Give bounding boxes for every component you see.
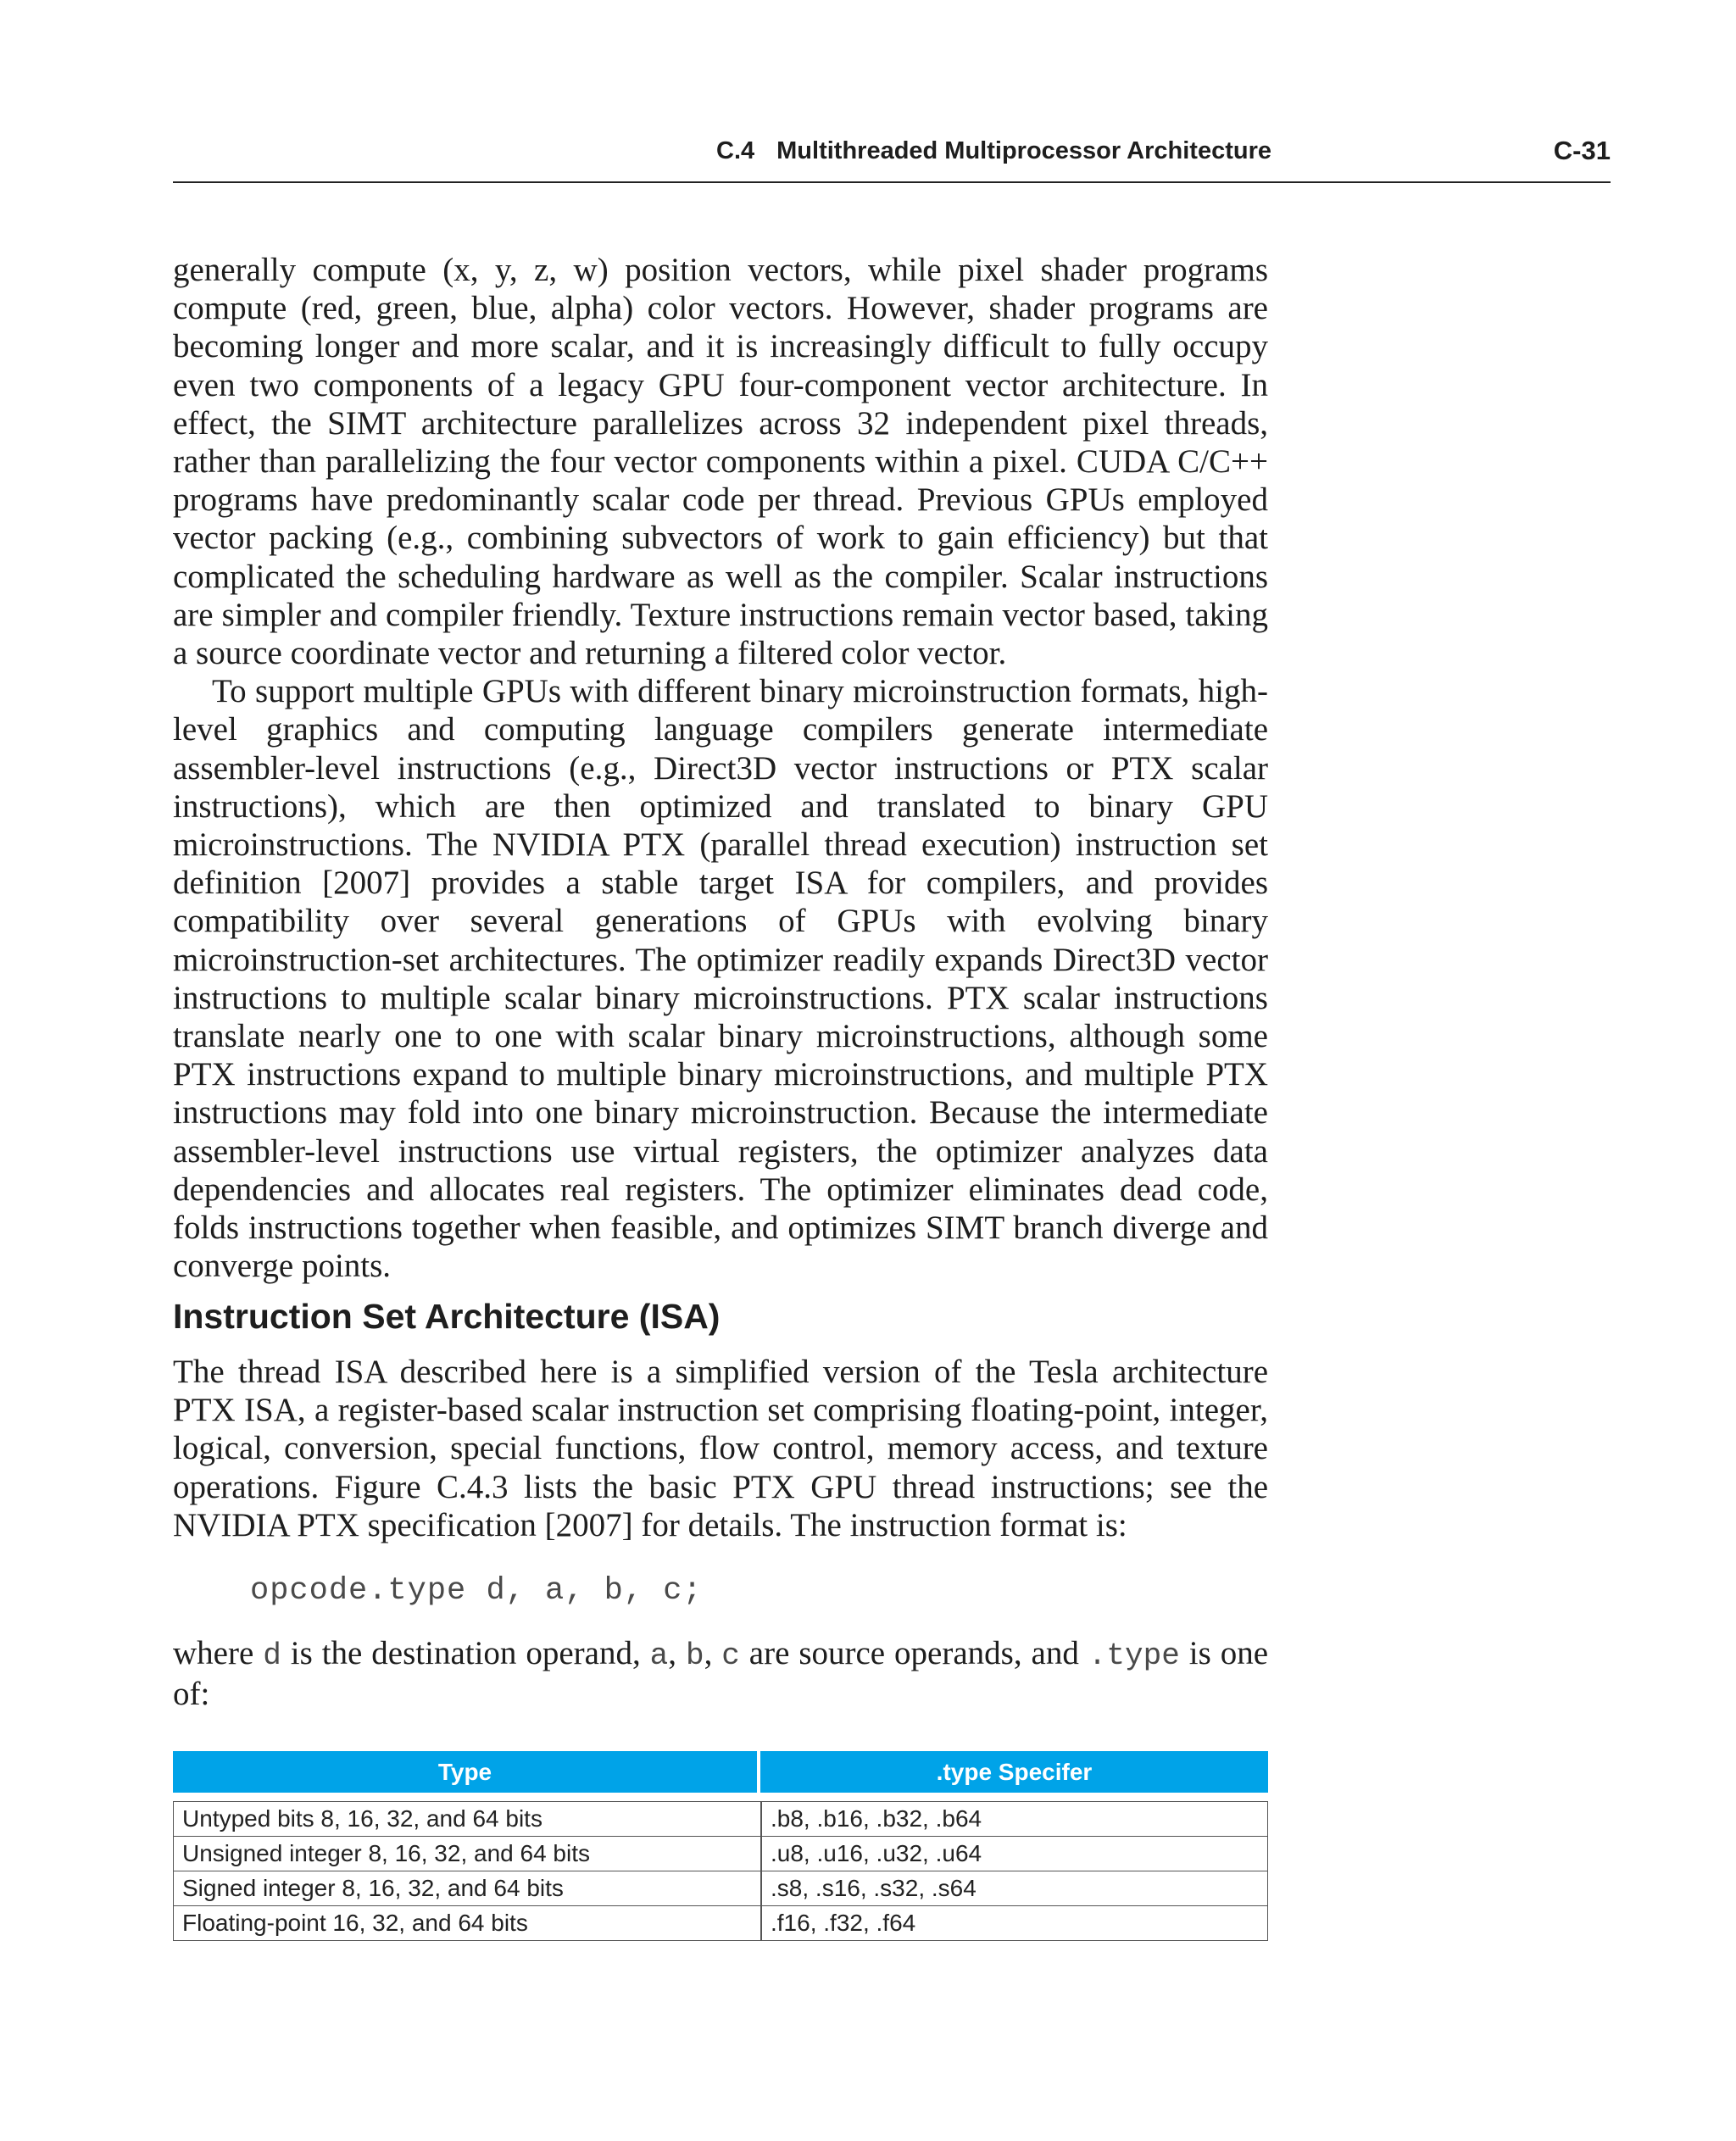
- body-text: [173, 251, 1268, 1285]
- isa-intro: [173, 1353, 1268, 1544]
- section-number: C.4: [716, 137, 755, 164]
- operand-b: b: [685, 1638, 704, 1673]
- section-heading: Instruction Set Architecture (ISA): [173, 1297, 721, 1336]
- section-title: [716, 137, 1271, 165]
- operand-type: .type: [1088, 1638, 1180, 1673]
- instruction-format-code: opcode.type d, a, b, c;: [250, 1573, 703, 1609]
- operand-a: a: [649, 1638, 669, 1673]
- table-row: [173, 1906, 1268, 1941]
- operand-d: d: [263, 1638, 281, 1673]
- table-row: [173, 1871, 1268, 1906]
- type-cell: Unsigned integer 8, 16, 32, and 64 bits: [173, 1837, 760, 1871]
- type-cell: Signed integer 8, 16, 32, and 64 bits: [173, 1871, 760, 1906]
- paragraph-4: where d is the destination operand, a, b, c are source operands, and .type is one of:: [173, 1635, 1269, 1713]
- spec-cell: .u8, .u16, .u32, .u64: [760, 1837, 1268, 1871]
- paragraph-1: generally compute (x, y, z, w) position vectors, while pixel shader programs compute (red, green, blue, alpha) color vectors. However, shader programs are becoming longer and more scalar, and it is increasingly difficult to fully occupy even two components of a legacy GPU four-component vector architecture. In effect, the SIMT architecture parallelizes across 32 independent pixel threads, rather than parallelizing the four vector components within a pixel. CUDA C/C++ programs have predominantly scalar code per thread. Previous GPUs employed vector packing (e.g., combining subvectors of work to gain efficiency) but that complicated the scheduling hardware as well as the compiler. Scalar instructions are simpler and compiler friendly. Texture instructions remain vector based, taking a source coordinate vector and returning a filtered color vector.: [173, 252, 1268, 672]
- type-cell: Floating-point 16, 32, and 64 bits: [173, 1906, 760, 1941]
- section-name: Multithreaded Multiprocessor Architecture: [776, 137, 1271, 164]
- operand-c: c: [721, 1638, 740, 1673]
- column-header-type: Type: [173, 1751, 760, 1793]
- type-specifier-table: [173, 1751, 1268, 1941]
- type-cell: Untyped bits 8, 16, 32, and 64 bits: [173, 1801, 760, 1837]
- table-row: [173, 1801, 1268, 1837]
- paragraph-3: The thread ISA described here is a simplified version of the Tesla architecture PTX ISA, a register-based scalar instruction set comprising floating-point, integer, logical, conversion, special functions, flow control, memory access, and texture operations. Figure C.4.3 lists the basic PTX GPU thread instructions; see the NVIDIA PTX specification [2007] for details. The instruction format is:: [173, 1354, 1268, 1543]
- table-row: [173, 1837, 1268, 1871]
- column-header-spec: .type Specifer: [760, 1751, 1268, 1793]
- operand-description: [173, 1634, 1268, 1713]
- page-number: C-31: [1553, 136, 1611, 165]
- spec-cell: .b8, .b16, .b32, .b64: [760, 1801, 1268, 1837]
- table-header-row: [173, 1751, 1268, 1793]
- running-header: [173, 129, 1611, 183]
- paragraph-2: To support multiple GPUs with different binary microinstruction formats, high-level graphics and computing language compilers generate intermediate assembler-level instructions (e.g., Direct3D vector instructions or PTX scalar instructions), which are then optimized and translated to binary GPU microinstructions. The NVIDIA PTX (parallel thread execution) instruction set definition [2007] provides a stable target ISA for compilers, and provides compatibility over several generations of GPUs with evolving binary microinstruction-set architectures. The optimizer readily expands Direct3D vector instructions to multiple scalar binary microinstructions. PTX scalar instructions translate nearly one to one with scalar binary microinstructions, although some PTX instructions expand to multiple binary microinstructions, and multiple PTX instructions may fold into one binary microinstruction. Because the intermediate assembler-level instructions use virtual registers, the optimizer analyzes data dependencies and allocates real registers. The optimizer eliminates dead code, folds instructions together when feasible, and optimizes SIMT branch diverge and converge points.: [173, 673, 1268, 1285]
- spec-cell: .s8, .s16, .s32, .s64: [760, 1871, 1268, 1906]
- spec-cell: .f16, .f32, .f64: [760, 1906, 1268, 1941]
